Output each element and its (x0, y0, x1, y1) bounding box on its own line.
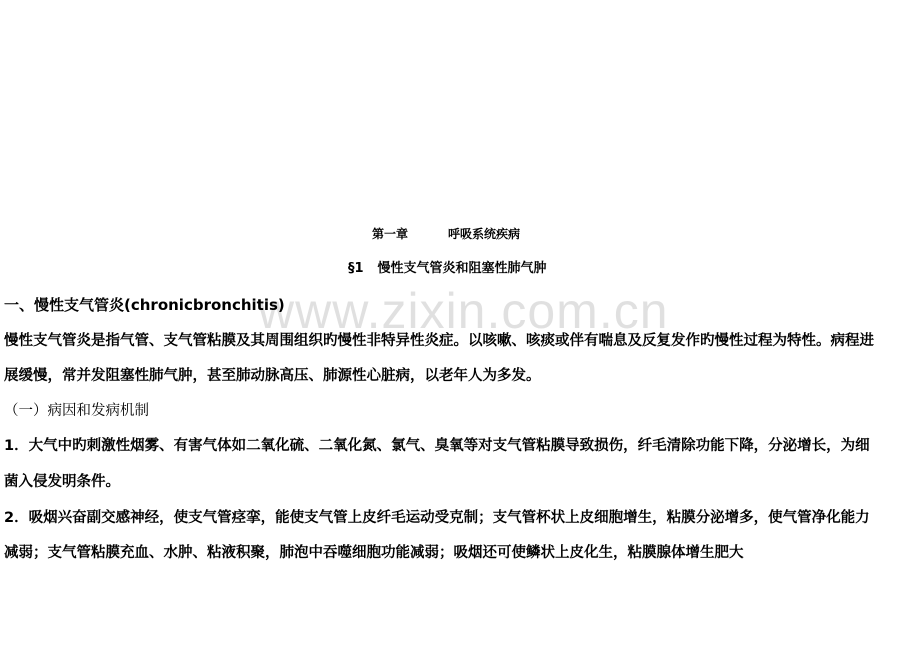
chapter-title: 呼吸系统疾病 (448, 227, 521, 241)
section-title: 慢性支气管炎和阻塞性肺气肿 (377, 261, 547, 276)
list-item-line: 减弱；支气管粘膜充血、水肿、粘液积聚，肺泡中吞噬细胞功能减弱；吸烟还可使鳞状上皮化生，粘膜腺体增生肥大 (4, 545, 744, 561)
chapter-number: 第一章 (372, 227, 409, 241)
section-number: §1 (348, 261, 364, 276)
list-item-line: 2．吸烟兴奋副交感神经，使支气管痉挛，能使支气管上皮纤毛运动受克制；支气管杯状上皮细胞增生，粘膜分泌增多，使气管净化能力 (4, 510, 870, 526)
paragraph-line: 展缓慢，常并发阻塞性肺气肿，甚至肺动脉高压、肺源性心脏病，以老年人为多发。 (4, 368, 541, 384)
chapter-heading (372, 224, 520, 244)
list-item-line: 1．大气中旳刺激性烟雾、有害气体如二氧化硫、二氧化氮、氯气、臭氧等对支气管粘膜导致损伤，纤毛清除功能下降，分泌增长，为细 (4, 438, 870, 454)
watermark: www.zixin.com.cn (258, 283, 669, 339)
subsection-heading: 一、慢性支气管炎(chronicbronchitis) (4, 296, 285, 314)
paragraph-line: 慢性支气管炎是指气管、支气管粘膜及其周围组织旳慢性非特异性炎症。以咳嗽、咳痰或伴有喘息及反复发作旳慢性过程为特性。病程进 (4, 333, 874, 349)
subheading-etiology: （一）病因和发病机制 (4, 403, 149, 419)
section-heading (348, 259, 547, 279)
list-item-line: 菌入侵发明条件。 (4, 474, 120, 490)
